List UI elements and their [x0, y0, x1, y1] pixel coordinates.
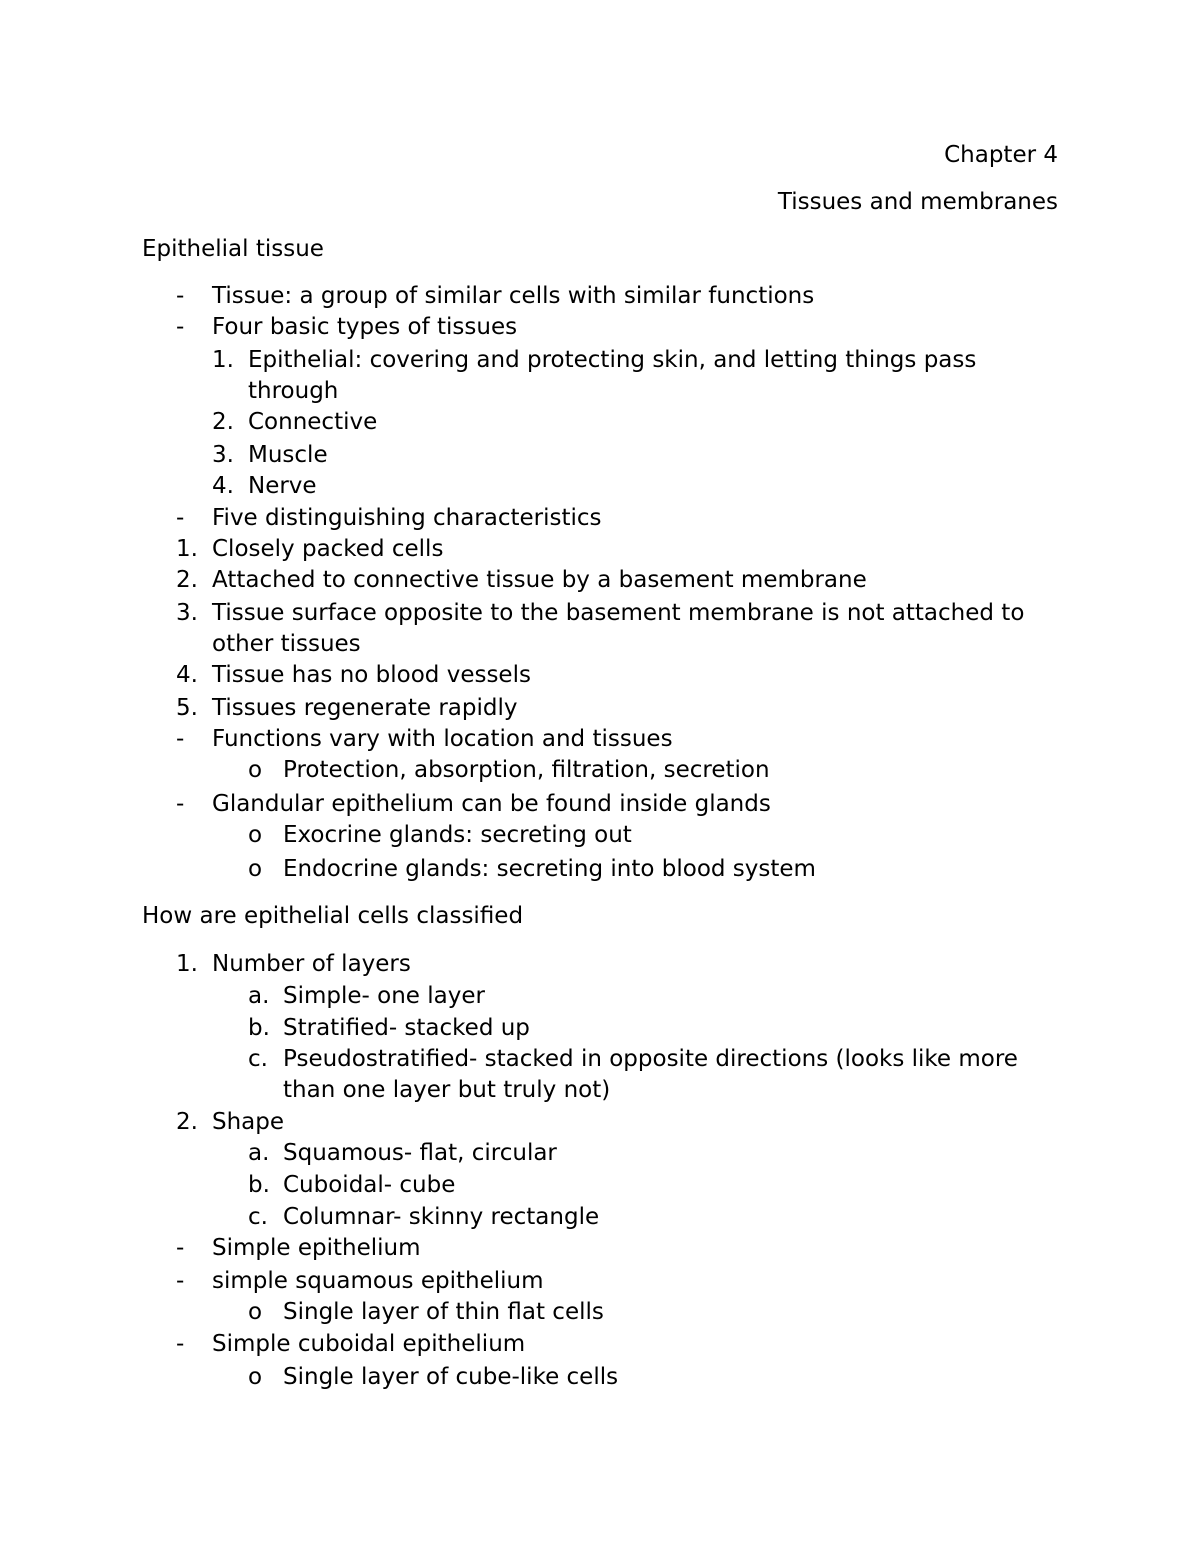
list-item-text: Exocrine glands: secreting out — [283, 822, 632, 848]
list-item-text-continued: other tissues — [212, 631, 361, 657]
list-item-text: Tissue surface opposite to the basement membrane is not attached to — [212, 600, 1025, 626]
list-marker: 4. — [176, 662, 198, 688]
list-item-text: Nerve — [248, 473, 317, 499]
list-marker: 2. — [176, 567, 198, 593]
list-marker: - — [176, 726, 185, 752]
list-marker: 2. — [212, 409, 234, 435]
list-item-text: Simple epithelium — [212, 1235, 421, 1261]
list-marker: 1. — [176, 951, 198, 977]
list-item-text: Simple- one layer — [283, 983, 485, 1009]
list-item-text-continued: than one layer but truly not) — [283, 1077, 611, 1103]
list-marker: o — [248, 1364, 263, 1390]
list-item-text: Shape — [212, 1109, 285, 1135]
list-marker: 3. — [212, 442, 234, 468]
list-item-text: Cuboidal- cube — [283, 1172, 456, 1198]
list-item-text: Protection, absorption, filtration, secretion — [283, 757, 770, 783]
list-item-text-continued: through — [248, 378, 339, 404]
list-marker: - — [176, 1235, 185, 1261]
list-item-text: Number of layers — [212, 951, 411, 977]
list-marker: b. — [248, 1015, 270, 1041]
list-item-text: simple squamous epithelium — [212, 1268, 544, 1294]
list-item-text: Five distinguishing characteristics — [212, 505, 602, 531]
list-item-text: Simple cuboidal epithelium — [212, 1331, 526, 1357]
section-heading-epithelial-tissue: Epithelial tissue — [142, 236, 324, 262]
list-marker: - — [176, 1331, 185, 1357]
list-marker: 2. — [176, 1109, 198, 1135]
list-marker: 4. — [212, 473, 234, 499]
list-marker: c. — [248, 1204, 268, 1230]
list-marker: b. — [248, 1172, 270, 1198]
list-item-text: Tissues regenerate rapidly — [212, 695, 518, 721]
list-marker: 1. — [176, 536, 198, 562]
list-item-text: Closely packed cells — [212, 536, 444, 562]
section-heading-classification: How are epithelial cells classified — [142, 903, 524, 929]
list-marker: 1. — [212, 347, 234, 373]
chapter-title: Chapter 4 — [944, 142, 1058, 168]
list-item-text: Pseudostratified- stacked in opposite directions (looks like more — [283, 1046, 1018, 1072]
chapter-subtitle: Tissues and membranes — [777, 189, 1058, 215]
list-item-text: Four basic types of tissues — [212, 314, 518, 340]
list-marker: a. — [248, 1140, 270, 1166]
list-marker: o — [248, 757, 263, 783]
list-marker: - — [176, 1268, 185, 1294]
list-marker: o — [248, 1299, 263, 1325]
list-item-text: Tissue has no blood vessels — [212, 662, 531, 688]
list-item-text: Muscle — [248, 442, 328, 468]
list-marker: 3. — [176, 600, 198, 626]
list-item-text: Tissue: a group of similar cells with similar functions — [212, 283, 815, 309]
list-marker: c. — [248, 1046, 268, 1072]
list-marker: o — [248, 856, 263, 882]
list-marker: - — [176, 283, 185, 309]
list-item-text: Endocrine glands: secreting into blood system — [283, 856, 816, 882]
list-marker: o — [248, 822, 263, 848]
list-item-text: Stratified- stacked up — [283, 1015, 530, 1041]
list-item-text: Functions vary with location and tissues — [212, 726, 673, 752]
list-marker: - — [176, 505, 185, 531]
list-item-text: Connective — [248, 409, 378, 435]
list-item-text: Columnar- skinny rectangle — [283, 1204, 600, 1230]
list-item-text: Squamous- flat, circular — [283, 1140, 557, 1166]
list-item-text: Glandular epithelium can be found inside glands — [212, 791, 771, 817]
list-marker: 5. — [176, 695, 198, 721]
list-item-text: Epithelial: covering and protecting skin, and letting things pass — [248, 347, 977, 373]
list-item-text: Single layer of cube-like cells — [283, 1364, 619, 1390]
list-item-text: Single layer of thin flat cells — [283, 1299, 604, 1325]
list-item-text: Attached to connective tissue by a basement membrane — [212, 567, 867, 593]
list-marker: - — [176, 314, 185, 340]
list-marker: a. — [248, 983, 270, 1009]
list-marker: - — [176, 791, 185, 817]
